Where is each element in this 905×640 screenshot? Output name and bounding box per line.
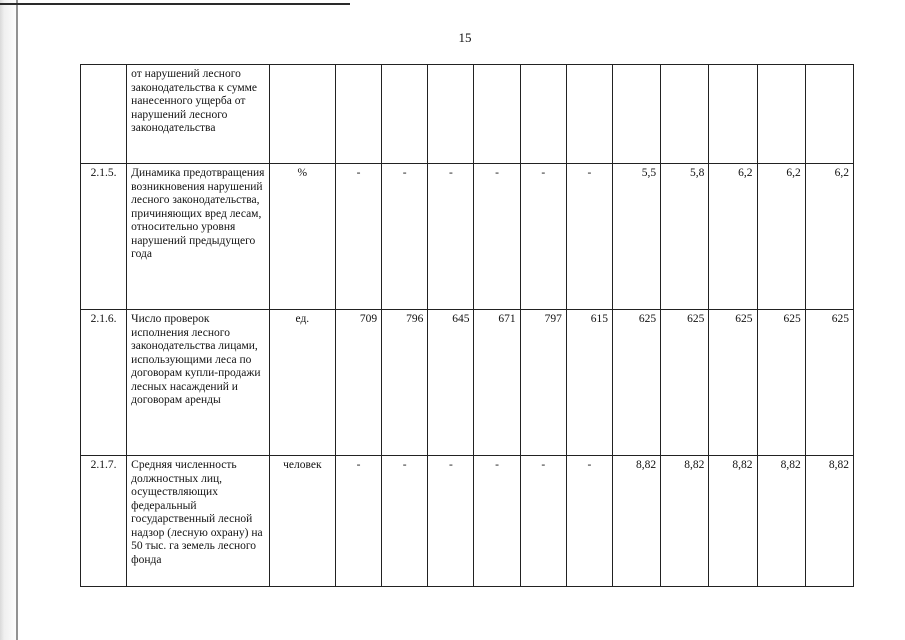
table-row: [81, 310, 854, 456]
value-cell: 5,5: [613, 164, 661, 310]
table-row: [81, 456, 854, 587]
row-number-cell: 2.1.6.: [81, 310, 127, 456]
value-cell: 8,82: [709, 456, 757, 587]
value-cell: -: [335, 456, 381, 587]
value-cell: [613, 65, 661, 164]
value-cell: [805, 65, 853, 164]
value-cell: 796: [382, 310, 428, 456]
value-cell: -: [566, 164, 612, 310]
row-number-cell: 2.1.7.: [81, 456, 127, 587]
value-cell: [428, 65, 474, 164]
table-row: [81, 164, 854, 310]
value-cell: 797: [520, 310, 566, 456]
value-cell: 625: [709, 310, 757, 456]
indicator-name-cell: Динамика предотвращения возникновения нарушений лесного законодательства, причиняющих вред лесам, относительно уровня нарушений предыдущего года: [127, 164, 270, 310]
table-body: [81, 65, 854, 587]
unit-cell: ед.: [269, 310, 335, 456]
indicator-name-cell: от нарушений лесного законодательства к сумме нанесенного ущерба от нарушений лесного законодательства: [127, 65, 270, 164]
value-cell: 625: [757, 310, 805, 456]
page-number: 15: [458, 30, 472, 45]
value-cell: 6,2: [805, 164, 853, 310]
value-cell: [661, 65, 709, 164]
value-cell: -: [428, 456, 474, 587]
unit-cell: [269, 65, 335, 164]
value-cell: 709: [335, 310, 381, 456]
indicator-name-cell: Средняя численность должностных лиц, осуществляющих федеральный государственный лесной надзор (лесную охрану) на 50 тыс. га земель лесного фонда: [127, 456, 270, 587]
indicators-table: [80, 64, 854, 587]
value-cell: -: [520, 456, 566, 587]
table-row: [81, 65, 854, 164]
value-cell: 615: [566, 310, 612, 456]
row-number-cell: 2.1.5.: [81, 164, 127, 310]
value-cell: 6,2: [757, 164, 805, 310]
scan-top-border-line: [0, 3, 350, 5]
value-cell: [566, 65, 612, 164]
value-cell: -: [335, 164, 381, 310]
value-cell: 8,82: [757, 456, 805, 587]
value-cell: 6,2: [709, 164, 757, 310]
value-cell: 625: [661, 310, 709, 456]
value-cell: 5,8: [661, 164, 709, 310]
scan-left-border-line: [16, 0, 18, 640]
value-cell: -: [474, 456, 520, 587]
indicator-name-cell: Число проверок исполнения лесного законодательства лицами, использующими леса по договорам купли-продажи лесных насаждений и договорам аренды: [127, 310, 270, 456]
value-cell: 8,82: [805, 456, 853, 587]
value-cell: [335, 65, 381, 164]
unit-cell: человек: [269, 456, 335, 587]
value-cell: -: [566, 456, 612, 587]
value-cell: 8,82: [613, 456, 661, 587]
value-cell: [382, 65, 428, 164]
value-cell: [520, 65, 566, 164]
value-cell: [474, 65, 520, 164]
value-cell: -: [382, 456, 428, 587]
value-cell: [709, 65, 757, 164]
value-cell: 8,82: [661, 456, 709, 587]
unit-cell: %: [269, 164, 335, 310]
row-number-cell: [81, 65, 127, 164]
value-cell: 671: [474, 310, 520, 456]
value-cell: [757, 65, 805, 164]
value-cell: -: [520, 164, 566, 310]
value-cell: -: [474, 164, 520, 310]
value-cell: -: [428, 164, 474, 310]
value-cell: -: [382, 164, 428, 310]
value-cell: 625: [613, 310, 661, 456]
value-cell: 625: [805, 310, 853, 456]
value-cell: 645: [428, 310, 474, 456]
